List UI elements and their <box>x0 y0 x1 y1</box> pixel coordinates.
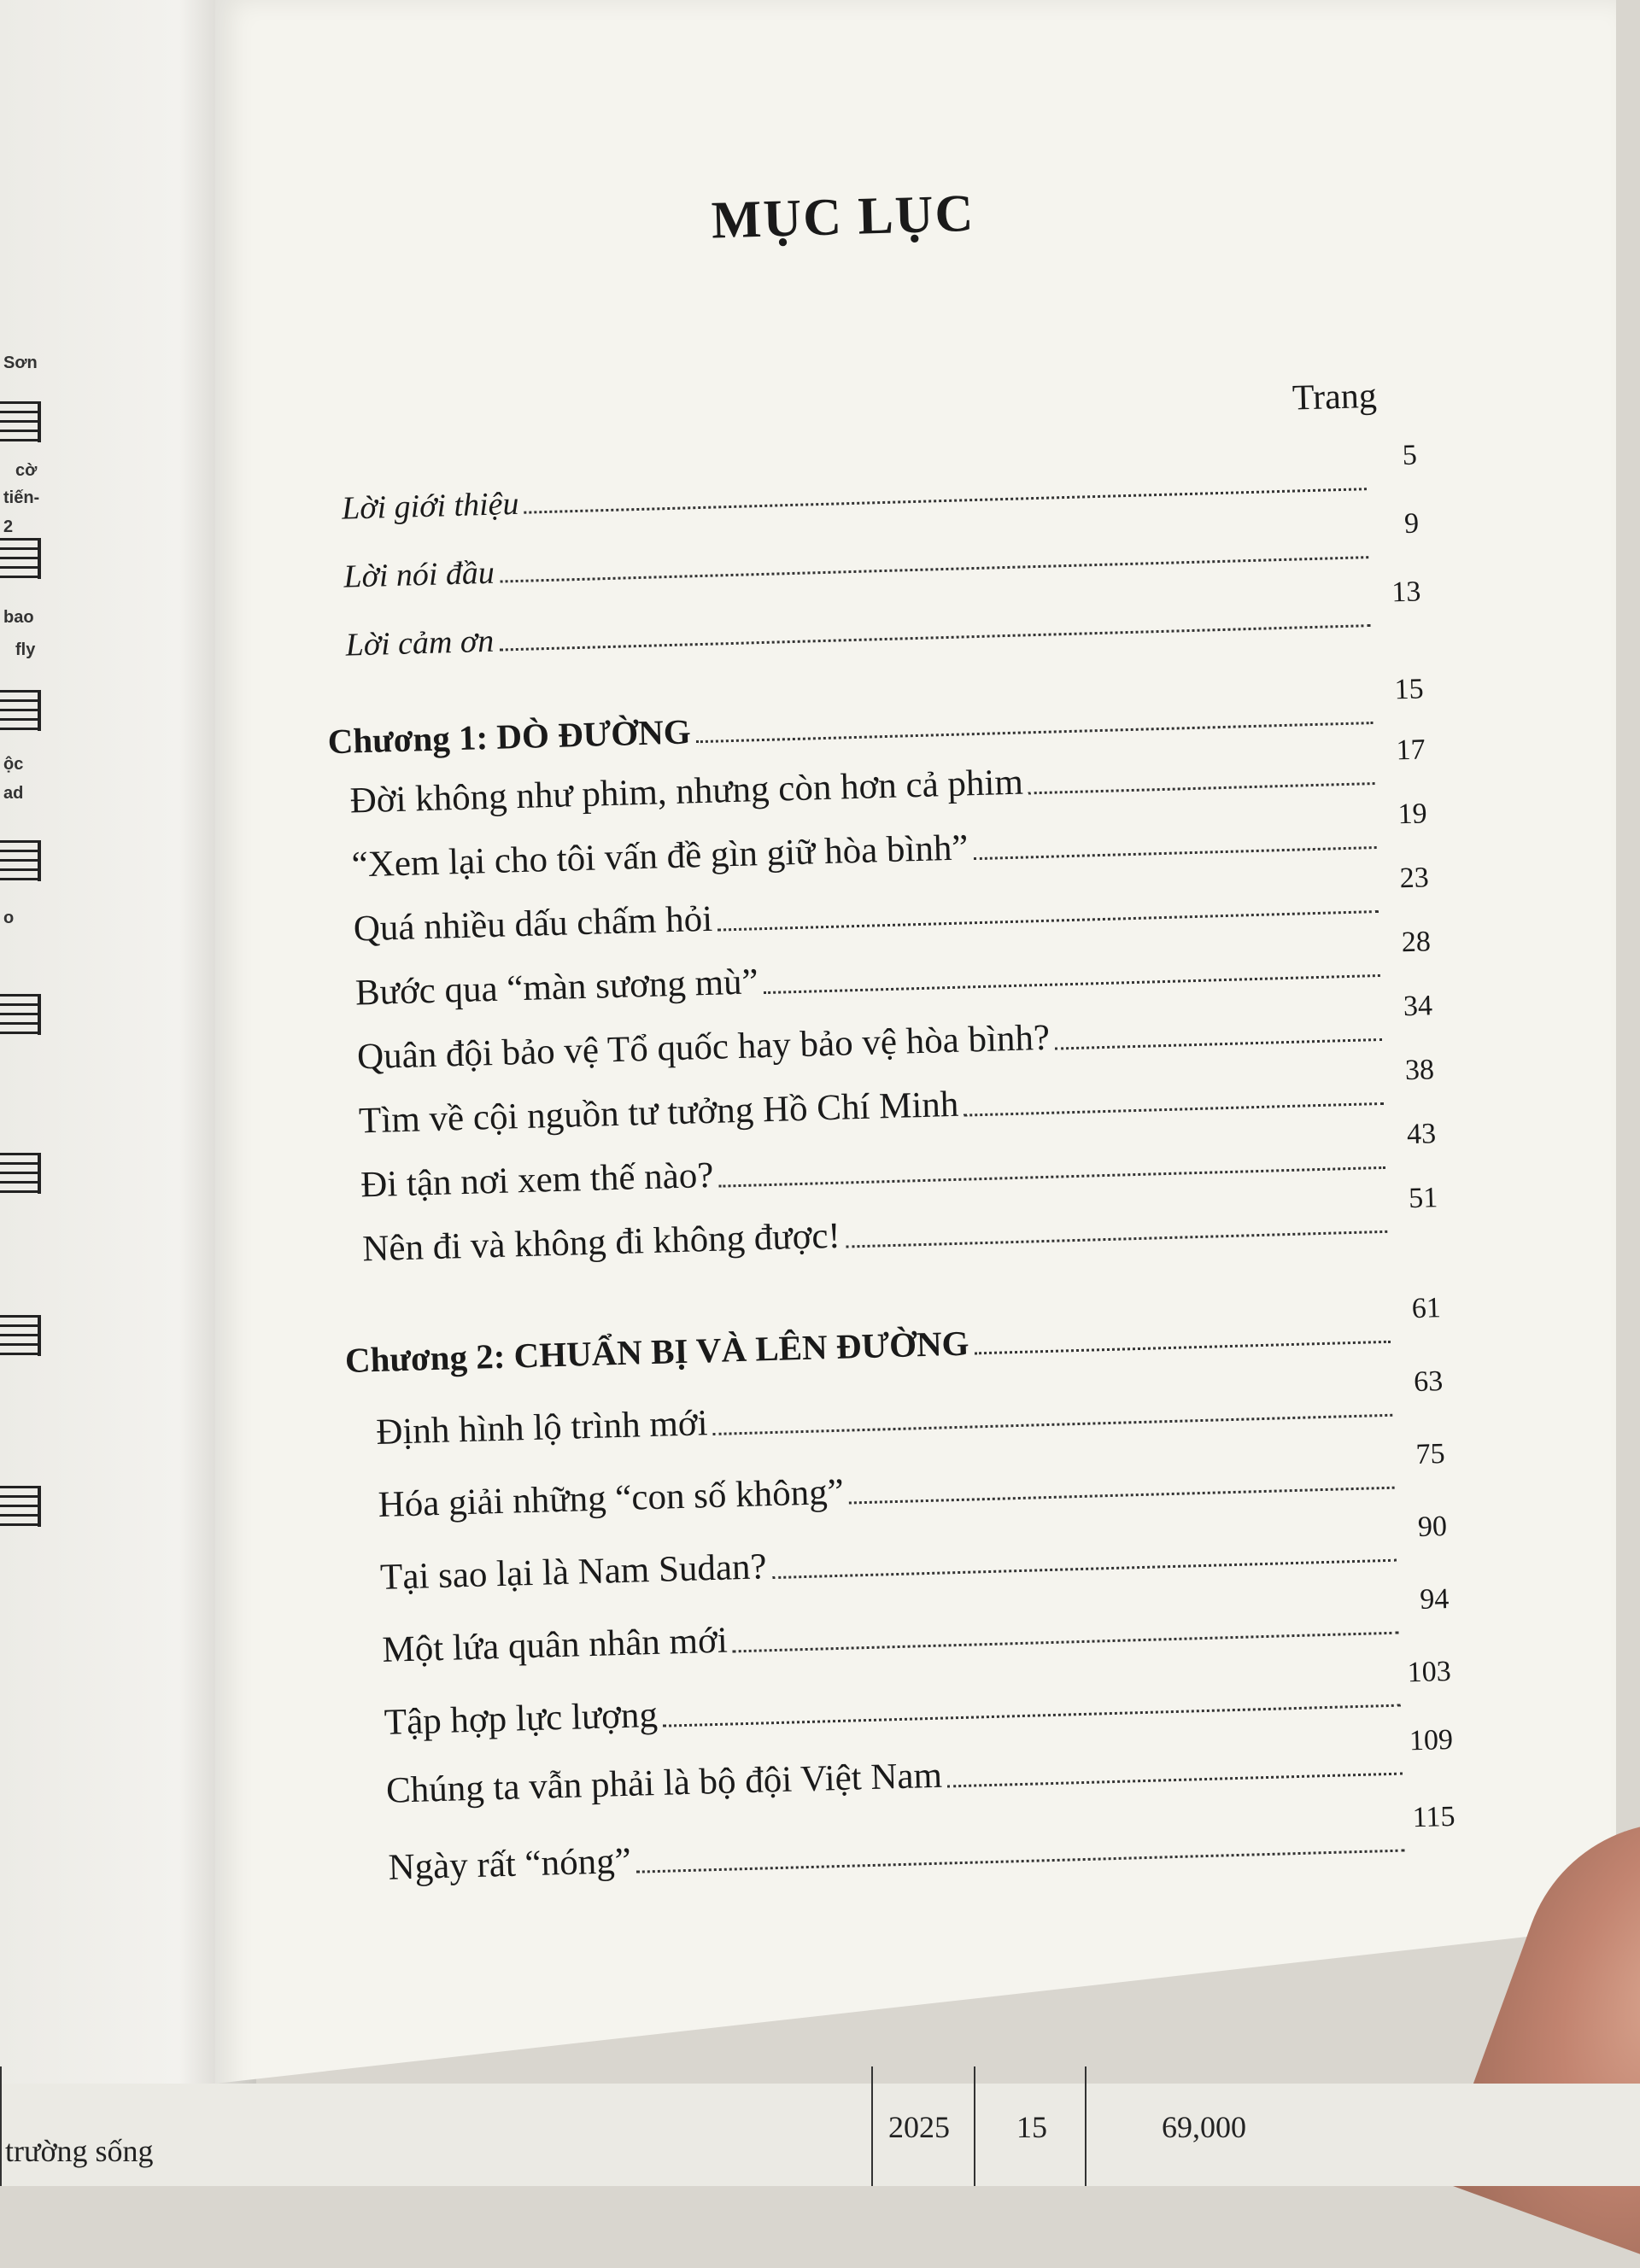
toc-entry-row <box>378 1438 1446 1526</box>
table-cell-price: 69,000 <box>1162 2110 1246 2144</box>
toc-entry-title: Định hình lộ trình mới <box>375 1403 709 1453</box>
dot-leader <box>733 1630 1399 1653</box>
toc-entry-title: Tập hợp lực lượng <box>384 1694 659 1743</box>
toc-entry-row <box>361 1182 1439 1270</box>
toc-page-number: 13 <box>1391 576 1421 609</box>
dot-leader <box>719 1165 1386 1188</box>
toc-entry-row <box>354 926 1432 1014</box>
toc-page-number: 75 <box>1415 1438 1446 1470</box>
dot-leader <box>975 1339 1391 1355</box>
toc-page-number: 94 <box>1419 1582 1450 1616</box>
left-fragment: bao <box>3 608 34 627</box>
left-fragment: ad <box>3 784 24 803</box>
left-fragment: Sơn <box>3 354 38 372</box>
dot-leader <box>764 973 1380 994</box>
toc-page-number: 17 <box>1396 734 1426 767</box>
dot-leader <box>947 1771 1403 1788</box>
toc-page-number: 43 <box>1406 1118 1437 1151</box>
toc-page-number: 23 <box>1399 862 1430 895</box>
dot-leader <box>718 909 1379 932</box>
dot-leader <box>713 1412 1393 1435</box>
toc-entry-row <box>381 1582 1450 1671</box>
toc-page-number: 34 <box>1403 990 1433 1023</box>
toc-entry-title: Lời cảm ơn <box>345 623 495 663</box>
toc-entry-title: Chương 1: DÒ ĐƯỜNG <box>327 711 692 762</box>
toc-entry-title: Đi tận nơi xem thế nào? <box>360 1154 714 1206</box>
dot-leader <box>500 554 1368 582</box>
dot-leader <box>849 1485 1395 1505</box>
dot-leader <box>772 1558 1397 1579</box>
toc-entry-row <box>351 798 1428 886</box>
toc-page-number: 103 <box>1407 1655 1452 1689</box>
table-divider <box>0 2066 2 2186</box>
table-divider <box>871 2066 873 2186</box>
dot-leader <box>663 1703 1401 1727</box>
dot-leader <box>1055 1037 1382 1050</box>
page-column-label: Trang <box>1292 376 1378 418</box>
table-cell-label: trường sống <box>5 2134 154 2168</box>
toc-entry-title: Lời giới thiệu <box>341 485 520 527</box>
toc-title: MỤC LỤC <box>710 184 976 250</box>
left-fragment: o <box>3 909 15 927</box>
toc-entry-row <box>341 439 1419 528</box>
toc-page-number: 63 <box>1413 1365 1444 1399</box>
bottom-table-strip <box>0 2084 1640 2186</box>
toc-entry-title: Hóa giải những “con số không” <box>378 1471 845 1525</box>
toc-page-number: 115 <box>1412 1800 1456 1834</box>
toc-entry-title: Đời không như phim, nhưng còn hơn cả phim <box>349 762 1024 821</box>
toc-entry-title: Bước qua “màn sương mù” <box>354 962 759 1014</box>
toc-page-number: 90 <box>1417 1511 1448 1543</box>
toc-page-number: 5 <box>1402 439 1418 471</box>
dot-leader <box>964 1101 1385 1117</box>
dot-leader <box>524 486 1367 514</box>
toc-entry-row <box>360 1118 1438 1206</box>
toc-page-number: 28 <box>1401 926 1432 959</box>
toc-entry-row <box>356 990 1433 1078</box>
toc-entry-title: Tìm về cội nguồn tư tưởng Hồ Chí Minh <box>358 1084 959 1142</box>
toc-entry-row <box>387 1800 1456 1889</box>
toc-entry-row <box>385 1723 1454 1812</box>
toc-entry-row <box>343 507 1420 595</box>
toc-entry-row <box>384 1655 1452 1744</box>
toc-entry-row <box>379 1511 1448 1599</box>
toc-page-number: 109 <box>1409 1723 1454 1757</box>
dot-leader <box>636 1848 1405 1873</box>
dot-leader <box>499 623 1370 651</box>
left-fragment: fly <box>15 640 36 659</box>
dot-leader <box>1028 780 1375 794</box>
left-fragment: ộc <box>3 755 24 774</box>
table-cell-qty: 15 <box>1016 2110 1047 2144</box>
toc-entry-title: Quá nhiều dấu chấm hỏi <box>353 898 713 950</box>
toc-entry-title: Chúng ta vẫn phải là bộ đội Việt Nam <box>385 1755 943 1811</box>
toc-chapter-row <box>327 673 1425 762</box>
dot-leader <box>974 845 1377 860</box>
toc-entry-title: Quân đội bảo vệ Tổ quốc hay bảo vệ hòa bình? <box>356 1017 1051 1078</box>
toc-chapter-row <box>344 1292 1442 1381</box>
left-fragment: cờ <box>15 461 38 480</box>
table-cell-year: 2025 <box>888 2110 950 2144</box>
toc-page-number: 15 <box>1394 673 1425 706</box>
toc-entry-title: Tại sao lại là Nam Sudan? <box>379 1546 768 1598</box>
dot-leader <box>696 720 1374 743</box>
toc-page-number: 38 <box>1404 1054 1435 1087</box>
toc-entry-title: Nên đi và không đi không được! <box>361 1215 841 1270</box>
toc-entry-row <box>353 862 1430 950</box>
toc-entry-title: Ngày rất “nóng” <box>387 1840 632 1888</box>
toc-entry-row <box>358 1054 1435 1142</box>
toc-page-number: 61 <box>1411 1292 1442 1325</box>
left-fragment: tiến- <box>3 488 40 507</box>
toc-page-number: 9 <box>1403 507 1420 540</box>
toc-entry-row <box>345 576 1422 663</box>
table-divider <box>974 2066 975 2186</box>
toc-entry-title: Lời nói đầu <box>343 554 495 595</box>
toc-page-number: 19 <box>1397 798 1428 831</box>
toc-entry-row <box>375 1365 1444 1453</box>
left-fragment: 2 <box>3 517 14 536</box>
toc-entry-title: Chương 2: CHUẨN BỊ VÀ LÊN ĐƯỜNG <box>344 1323 970 1380</box>
table-divider <box>1085 2066 1086 2186</box>
toc-entry-title: Một lứa quân nhân mới <box>381 1620 729 1670</box>
dot-leader <box>846 1229 1387 1248</box>
toc-entry-title: “Xem lại cho tôi vấn đề gìn giữ hòa bình” <box>351 827 969 886</box>
toc-page-number: 51 <box>1408 1182 1438 1215</box>
